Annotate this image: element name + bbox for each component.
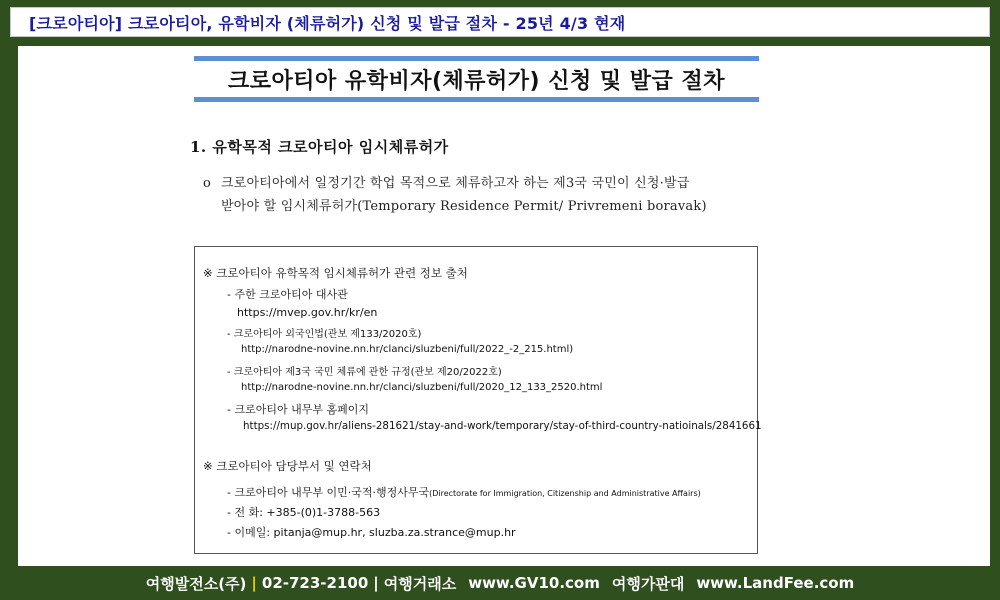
footer-price-site[interactable]: www.LandFee.com (696, 574, 855, 592)
law1-url[interactable]: http://narodne-novine.nn.hr/clanci/sluzbeni/full/2022_-2_215.html) (241, 344, 574, 355)
bullet-mark: o (203, 176, 211, 191)
info-box (194, 246, 762, 554)
department-label: - 크로아티아 내무부 이민·국적·행정사무국 (227, 486, 430, 499)
department-row (227, 484, 701, 500)
footer-separator: | (251, 574, 257, 592)
bullet-paragraph (203, 172, 783, 218)
footer-bar (0, 566, 1000, 600)
embassy-label: - 주한 크로아티아 대사관 (227, 288, 348, 301)
department-english: (Directorate for Immigration, Citizenship and Administrative Affairs) (429, 489, 701, 498)
section-heading: 1. 유학목적 크로아티아 임시체류허가 (190, 138, 449, 156)
footer-exchange-label: 여행거래소 (383, 574, 457, 593)
document-page (18, 46, 990, 566)
law2-label: - 크로아티아 제3국 국민 체류에 관한 규정(관보 제20/2022호) (227, 367, 502, 378)
law1-label: - 크로아티아 외국인법(관보 제133/2020호) (227, 329, 422, 340)
sources-heading: ※ 크로아티아 유학목적 임시체류허가 관련 정보 출처 (203, 266, 468, 280)
document-title-banner (194, 56, 759, 102)
contact-heading: ※ 크로아티아 담당부서 및 연락처 (203, 459, 372, 473)
bullet-line-1: 크로아티아에서 일정기간 학업 목적으로 체류하고자 하는 제3국 국민이 신청·발급 (221, 176, 690, 191)
embassy-url[interactable]: https://mvep.gov.hr/kr/en (237, 306, 378, 319)
ministry-url[interactable]: https://mup.gov.hr/aliens-281621/stay-and-work/temporary/stay-of-third-country-natioinals/2841661 (243, 420, 762, 432)
footer-exchange-site[interactable]: www.GV10.com (468, 574, 600, 592)
footer-phone: 02-723-2100 (261, 574, 369, 592)
footer-company: 여행발전소(주) (145, 574, 247, 593)
footer-price-label: 여행가판대 (611, 574, 685, 593)
header-title-bar (10, 7, 990, 37)
email-row: - 이메일: pitanja@mup.hr, sluzba.za.strance@mup.hr (227, 526, 516, 539)
footer-separator-2: | (373, 574, 379, 592)
bullet-line-2: 받아야 할 임시체류허가(Temporary Residence Permit/ Privremeni boravak) (221, 199, 707, 214)
header-title: [크로아티아] 크로아티아, 유학비자 (체류허가) 신청 및 발급 절차 - 25년 4/3 현재 (29, 13, 626, 33)
ministry-label: - 크로아티아 내무부 홈페이지 (227, 403, 369, 416)
phone-row: - 전 화: +385-(0)1-3788-563 (227, 506, 381, 519)
document-title: 크로아티아 유학비자(체류허가) 신청 및 발급 절차 (228, 68, 725, 94)
law2-url[interactable]: http://narodne-novine.nn.hr/clanci/sluzbeni/full/2020_12_133_2520.html (241, 382, 603, 393)
